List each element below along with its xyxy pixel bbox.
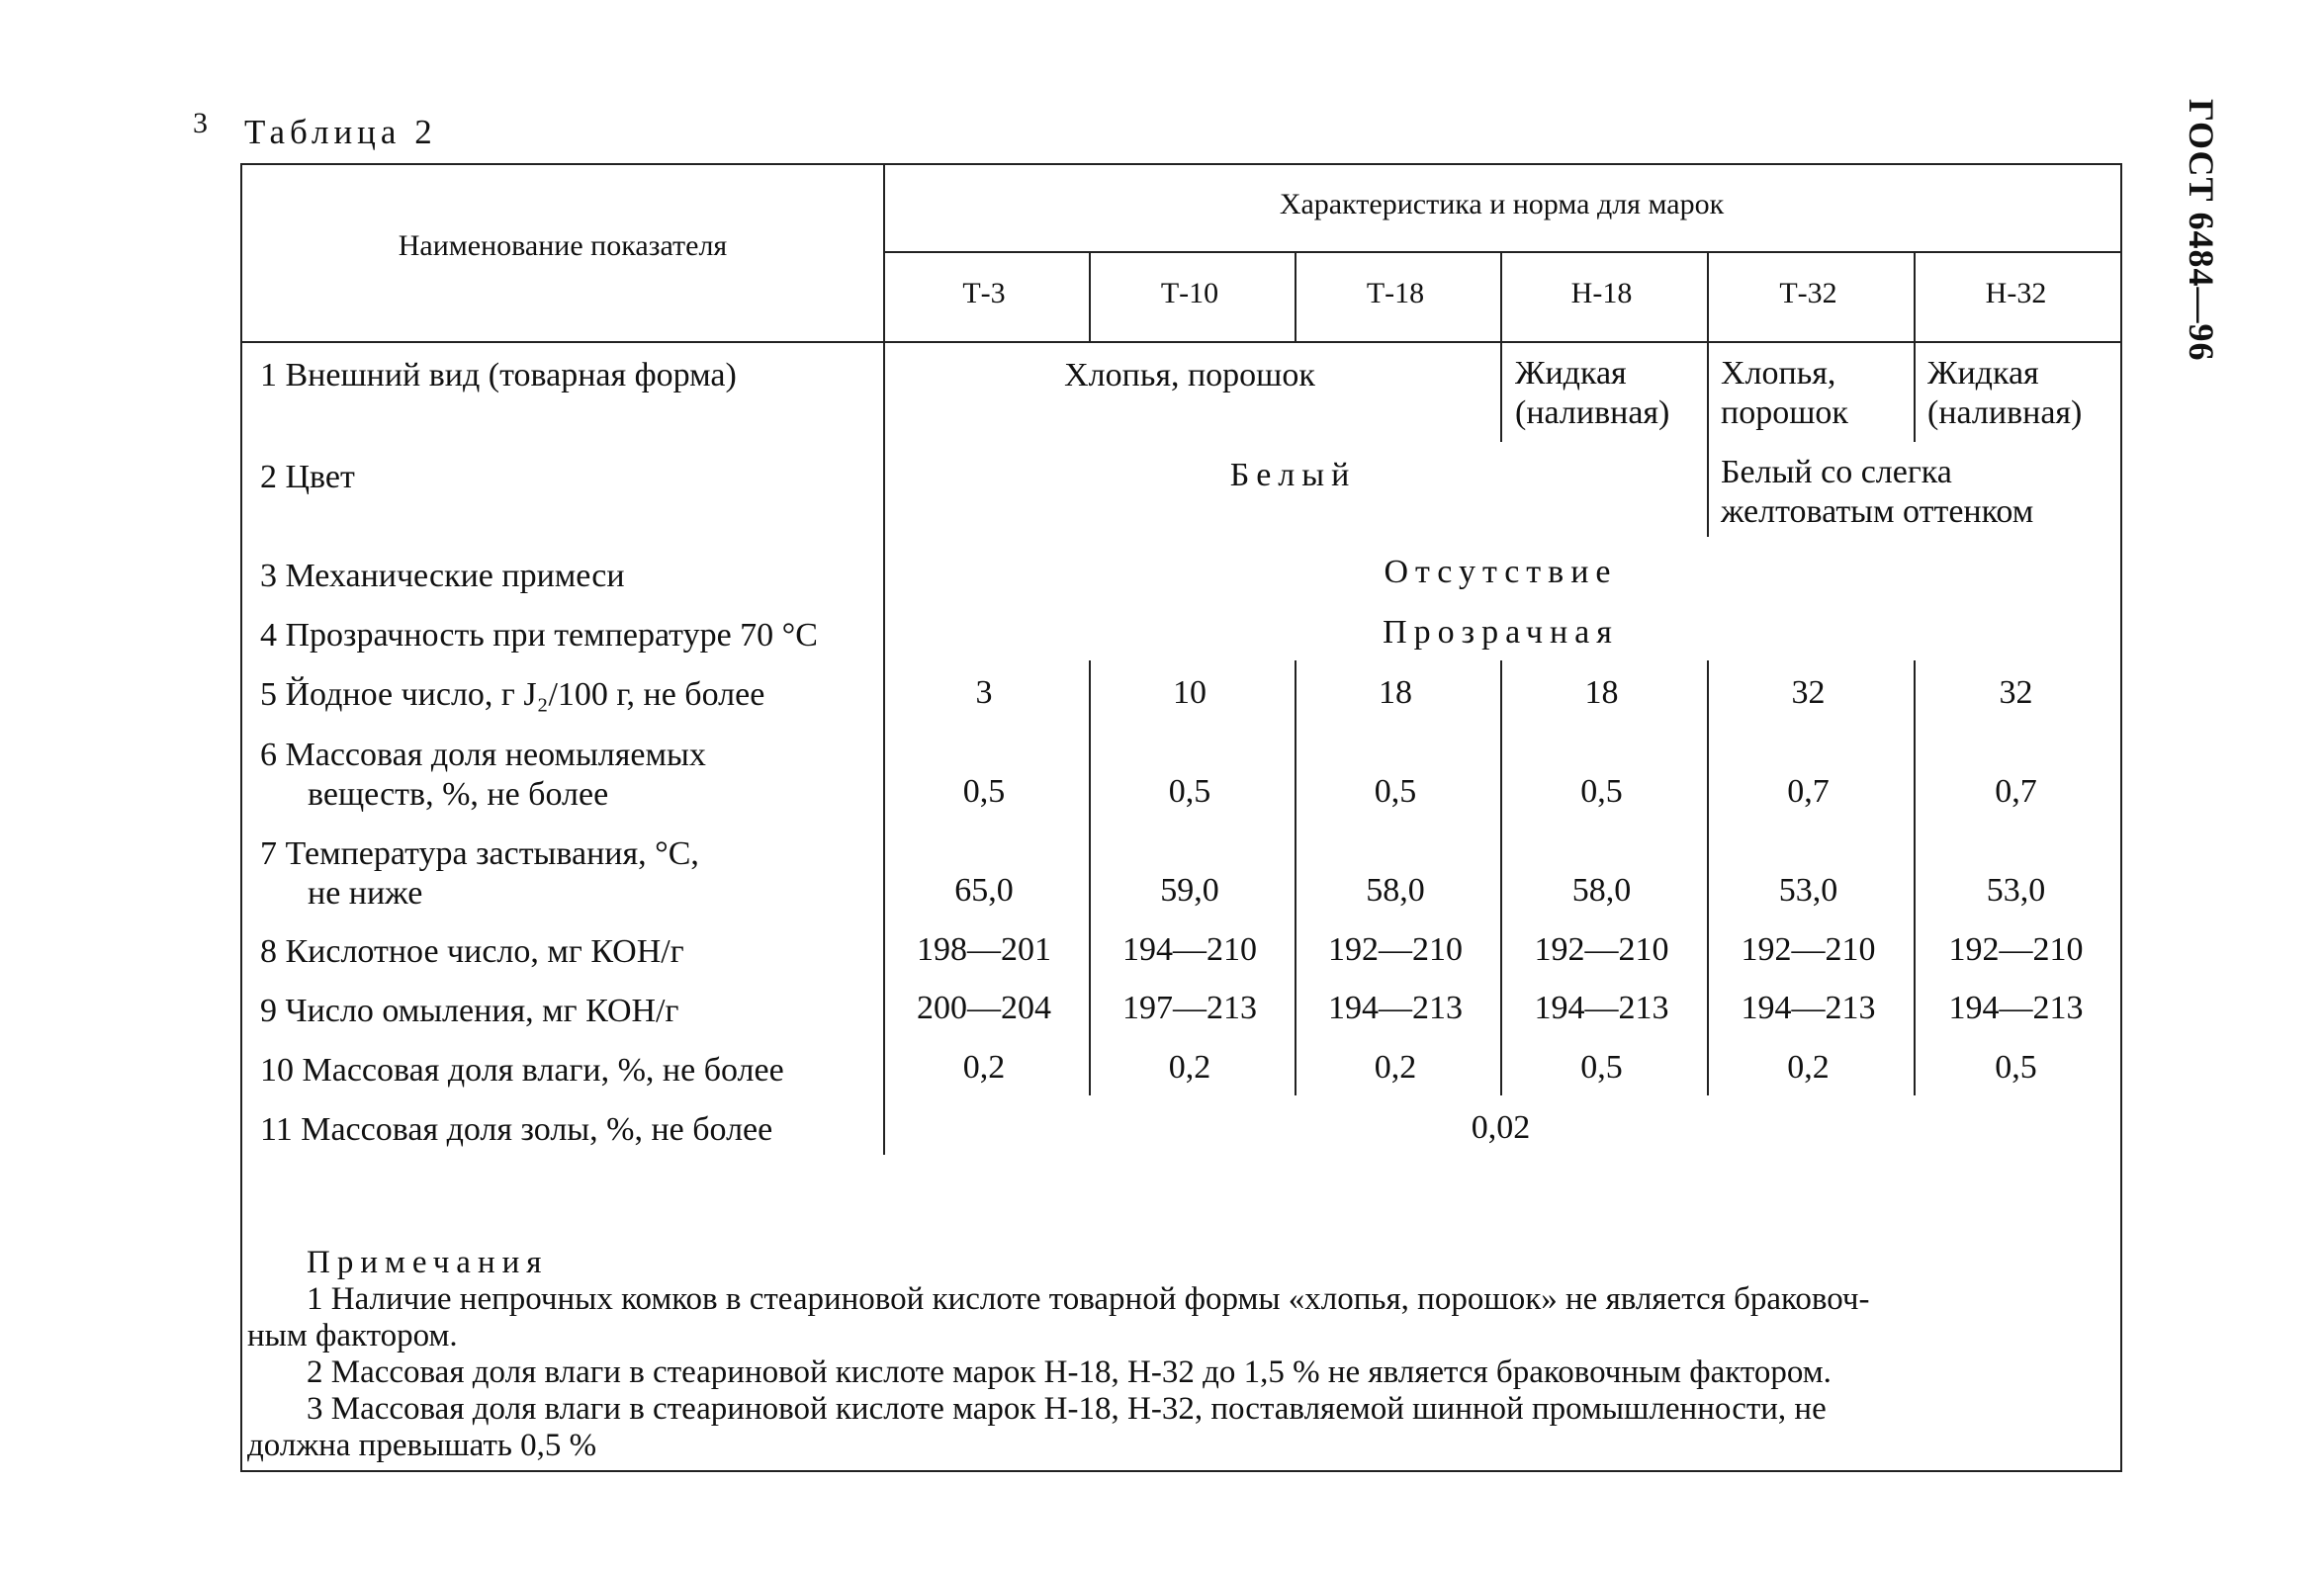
row-value: 59,0 [1160,872,1219,909]
row-value: 0,2 [1787,1049,1830,1086]
row-value: 0,2 [1168,1049,1211,1086]
row-value: желтоватым оттенком [1721,493,2034,530]
row-value: Белый со слегка [1721,454,1952,490]
header-group: Характеристика и норма для марок [1279,188,1725,220]
row-value: 10 [1173,674,1207,711]
note-line: 2 Массовая доля влаги в стеариновой кислоте марок Н-18, Н-32 до 1,5 % не является браковочным фактором. [307,1354,1832,1390]
row-label: 6 Массовая доля неомыляемых [260,737,706,773]
row-value-span: Прозрачная [1383,614,1619,651]
row-value: Жидкая [1515,355,1627,392]
row-label: 9 Число омыления, мг КОН/г [260,993,679,1029]
row-value: (наливная) [1515,394,1670,431]
row-value: (наливная) [1927,394,2083,431]
row-label-continued: веществ, %, не более [308,776,609,813]
row-value: 194—213 [1741,990,1876,1026]
row-value: 58,0 [1366,872,1425,909]
header-grade: Т-18 [1366,277,1425,309]
row-value: 197—213 [1122,990,1257,1026]
notes-title: Примечания [307,1245,549,1280]
row-label: 11 Массовая доля золы, %, не более [260,1111,773,1148]
note-line: ным фактором. [247,1318,458,1353]
row-value: 0,5 [1995,1049,2037,1086]
note-line: 3 Массовая доля влаги в стеариновой кислоте марок Н-18, Н-32, поставляемой шинной промышленности, не [307,1391,1827,1427]
row-value: 18 [1584,674,1619,711]
row-label: 3 Механические примеси [260,558,625,594]
row-value: 192—210 [1328,931,1463,968]
row-value: 58,0 [1571,872,1632,909]
row-value: 0,5 [1580,1049,1623,1086]
row-value: 0,2 [1374,1049,1417,1086]
row-value: 0,7 [1995,773,2037,810]
page-number: 3 [193,107,208,139]
row2-col-rule [1707,442,1709,537]
note-line: должна превышать 0,5 % [247,1428,597,1463]
row-value: 0,5 [962,773,1006,810]
row-value: 32 [1999,674,2033,711]
row-label: 7 Температура застывания, °С, [260,835,699,872]
row-value-span: 0,02 [1471,1109,1531,1146]
header-indicator: Наименование показателя [398,229,728,262]
header-grade: Т-32 [1779,277,1837,309]
header-grade: Н-32 [1985,277,2047,309]
row-value: 65,0 [954,872,1014,909]
row-label: 10 Массовая доля влаги, %, не более [260,1052,784,1089]
row-value: порошок [1721,394,1848,431]
row-label: 5 Йодное число, г J₂/100 г, не более [260,676,765,713]
row-value: 192—210 [1741,931,1876,968]
standard-code: ГОСТ 6484—96 [2182,99,2221,362]
row-label: 4 Прозрачность при температуре 70 °С [260,617,818,654]
row-value-span: Отсутствие [1384,554,1618,590]
row-value-span: Белый [1229,457,1357,493]
row-value: 0,5 [1580,773,1623,810]
row-value: 0,5 [1374,773,1417,810]
row-value-span: Хлопья, порошок [1064,357,1315,393]
row-value: Хлопья, [1721,355,1836,392]
row-value: 18 [1379,674,1412,711]
header-grade: Т-10 [1160,277,1219,309]
table-title: Таблица 2 [244,113,437,151]
row-value: 194—213 [1534,990,1669,1026]
header-grade: Т-3 [962,277,1006,309]
row-label: 1 Внешний вид (товарная форма) [260,357,737,393]
row-value: 198—201 [917,931,1051,968]
row-value: 53,0 [1778,872,1838,909]
row-value: 194—213 [1948,990,2084,1026]
row-value: 0,5 [1168,773,1211,810]
row1-col-rule-b [1707,341,1709,442]
row-value: 194—213 [1328,990,1463,1026]
row-value: Жидкая [1927,355,2039,392]
row-label: 2 Цвет [260,459,355,495]
row-value: 0,2 [962,1049,1006,1086]
header-bottom-rule [242,341,2120,343]
row-value: 200—204 [917,990,1051,1026]
row-value: 192—210 [1534,931,1669,968]
row-label: 8 Кислотное число, мг КОН/г [260,933,684,970]
header-grade: Н-18 [1570,277,1633,309]
note-line: 1 Наличие непрочных комков в стеариновой кислоте товарной формы «хлопья, порошок» не является браковоч- [307,1281,1870,1317]
row-value: 53,0 [1986,872,2046,909]
row-value: 0,7 [1787,773,1830,810]
row-value: 194—210 [1122,931,1257,968]
row-value: 32 [1791,674,1826,711]
row-label-continued: не ниже [308,875,423,912]
row-value: 3 [975,674,993,711]
row1-col-rule-c [1914,341,1916,442]
row1-col-rule-a [1500,341,1502,442]
row-value: 192—210 [1948,931,2084,968]
